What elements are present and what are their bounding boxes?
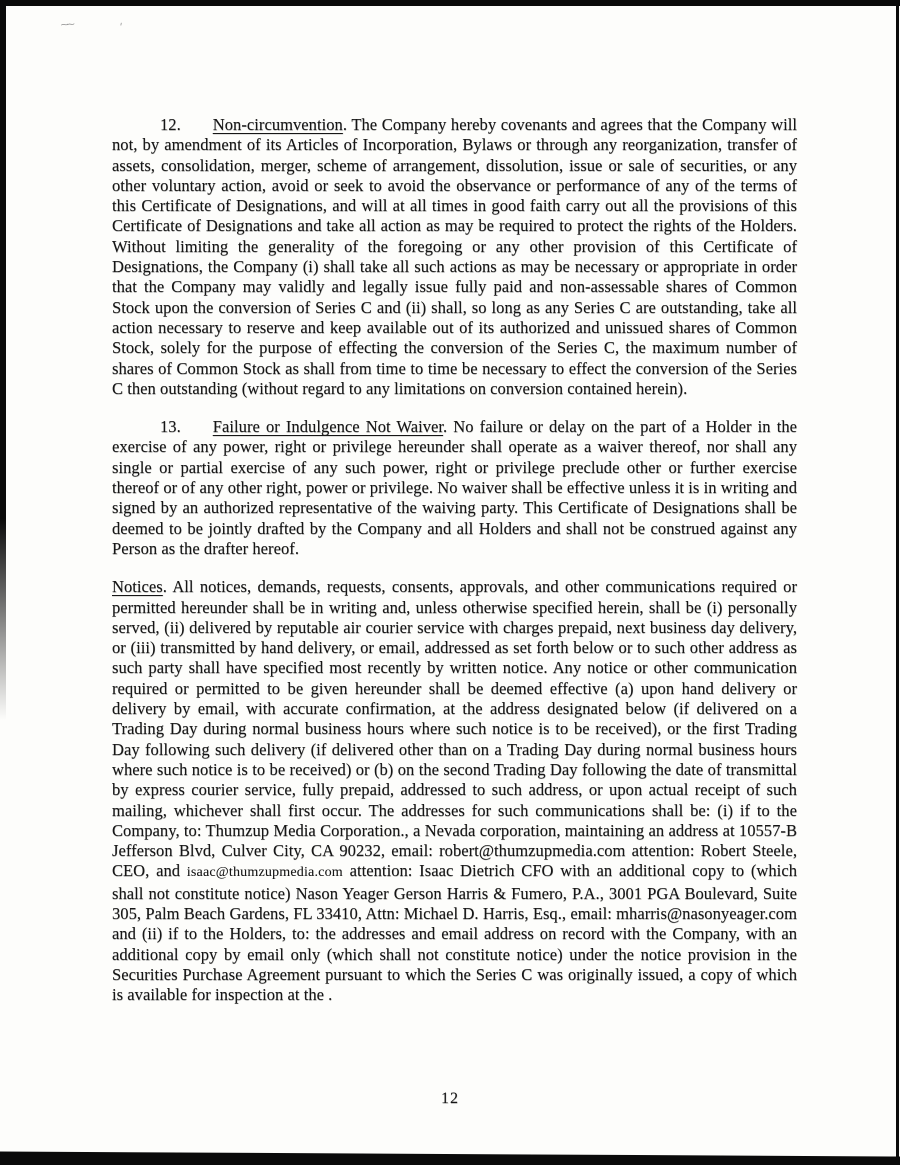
section-13-paragraph <box>112 417 797 559</box>
section-12-text: . The Company hereby covenants and agrees that the Company will not, by amendment of its Articles of Incorporation, Bylaws or through any reorganization, transfer of assets, consolidation, merger, scheme of arrangement, dissolution, issue or sale of securities, or any other voluntary action, avoid or seek to avoid the observance or performance of any of the terms of this Certificate of Designations, and will at all times in good faith carry out all the provisions of this Certificate of Designations and take all action as may be required to protect the rights of the Holders. Without limiting the generality of the foregoing or any other provision of this Certificate of Designations, the Company (i) shall take all such actions as may be necessary or appropriate in order that the Company may validly and legally issue fully paid and non-assessable shares of Common Stock upon the conversion of Series C and (ii) shall, so long as any Series C are outstanding, take all action necessary to reserve and keep available out of its authorized and unissued shares of Common Stock, solely for the purpose of effecting the conversion of the Series C, the maximum number of shares of Common Stock as shall from time to time be necessary to effect the conversion of the Series C then outstanding (without regard to any limitations on conversion contained herein). <box>112 115 797 398</box>
section-12-heading: Non-circumvention <box>212 115 343 134</box>
section-13-text: . No failure or delay on the part of a Holder in the exercise of any power, right or privilege hereunder shall operate as a waiver thereof, nor shall any single or partial exercise of any such power, right or privilege preclude other or further exercise thereof or of any other right, power or privilege. No waiver shall be effective unless it is in writing and signed by an authorized representative of the waiving party. This Certificate of Designations shall be deemed to be jointly drafted by the Company and all Holders and shall not be construed against any Person as the drafter hereof. <box>112 417 797 558</box>
notices-paragraph <box>112 577 797 1005</box>
page-number: 12 <box>441 1090 459 1107</box>
inline-email-address: isaac@thumzupmedia.com <box>186 865 343 881</box>
section-13-heading: Failure or Indulgence Not Waiver <box>212 417 444 437</box>
notices-heading: Notices <box>112 577 163 597</box>
scan-edge-bottom <box>0 1151 900 1165</box>
pen-mark-tick: ' <box>117 21 123 34</box>
section-13-number: 13. <box>160 417 181 437</box>
section-12-paragraph <box>112 115 797 399</box>
pen-mark-squiggle: ~~ <box>59 18 73 31</box>
section-12-number: 12. <box>160 115 181 134</box>
notices-text-before-email: . All notices, demands, requests, consents, approvals, and other communications required or permitted hereunder shall be in writing and, unless otherwise specified herein, shall be (i) personally served, (ii) delivered by reputable air courier service with charges prepaid, next business day delivery, or (iii) transmitted by hand delivery, or email, addressed as set forth below or to such other address as such party shall have specified most recently by written notice. Any notice or other communication required or permitted to be given hereunder shall be deemed effective (a) upon hand delivery or delivery by email, with accurate confirmation, at the address designated below (if delivered on a Trading Day during normal business hours where such notice is to be received), or the first Trading Day following such delivery (if delivered other than on a Trading Day during normal business hours where such notice is to be received) or (b) on the second Trading Day following the date of transmittal by express courier service, fully prepaid, addressed to such address, or upon actual receipt of such mailing, whichever shall first occur. The addresses for such communications shall be: (i) if to the Company, to: Thumzup Media Corporation., a Nevada corporation, maintaining an address at 10557-B Jefferson Blvd, Culver City, CA 90232, email: robert@thumzupmedia.com attention: Robert Steele, CEO, and <box>112 577 797 881</box>
notices-text-after-email: attention: Isaac Dietrich CFO with an additional copy to (which shall not constitute notice) Nason Yeager Gerson Harris & Fumero, P.A., 3001 PGA Boulevard, Suite 305, Palm Beach Gardens, FL 33410, Attn: Michael D. Harris, Esq., email: mharris@nasonyeager.com and (ii) if to the Holders, to: the addresses and email address on record with the Company, with an additional copy by email only (which shall not constitute notice) under the notice provision in the Securities Purchase Agreement pursuant to which the Series C was originally issued, a copy of which is available for inspection at the . <box>112 861 797 1005</box>
